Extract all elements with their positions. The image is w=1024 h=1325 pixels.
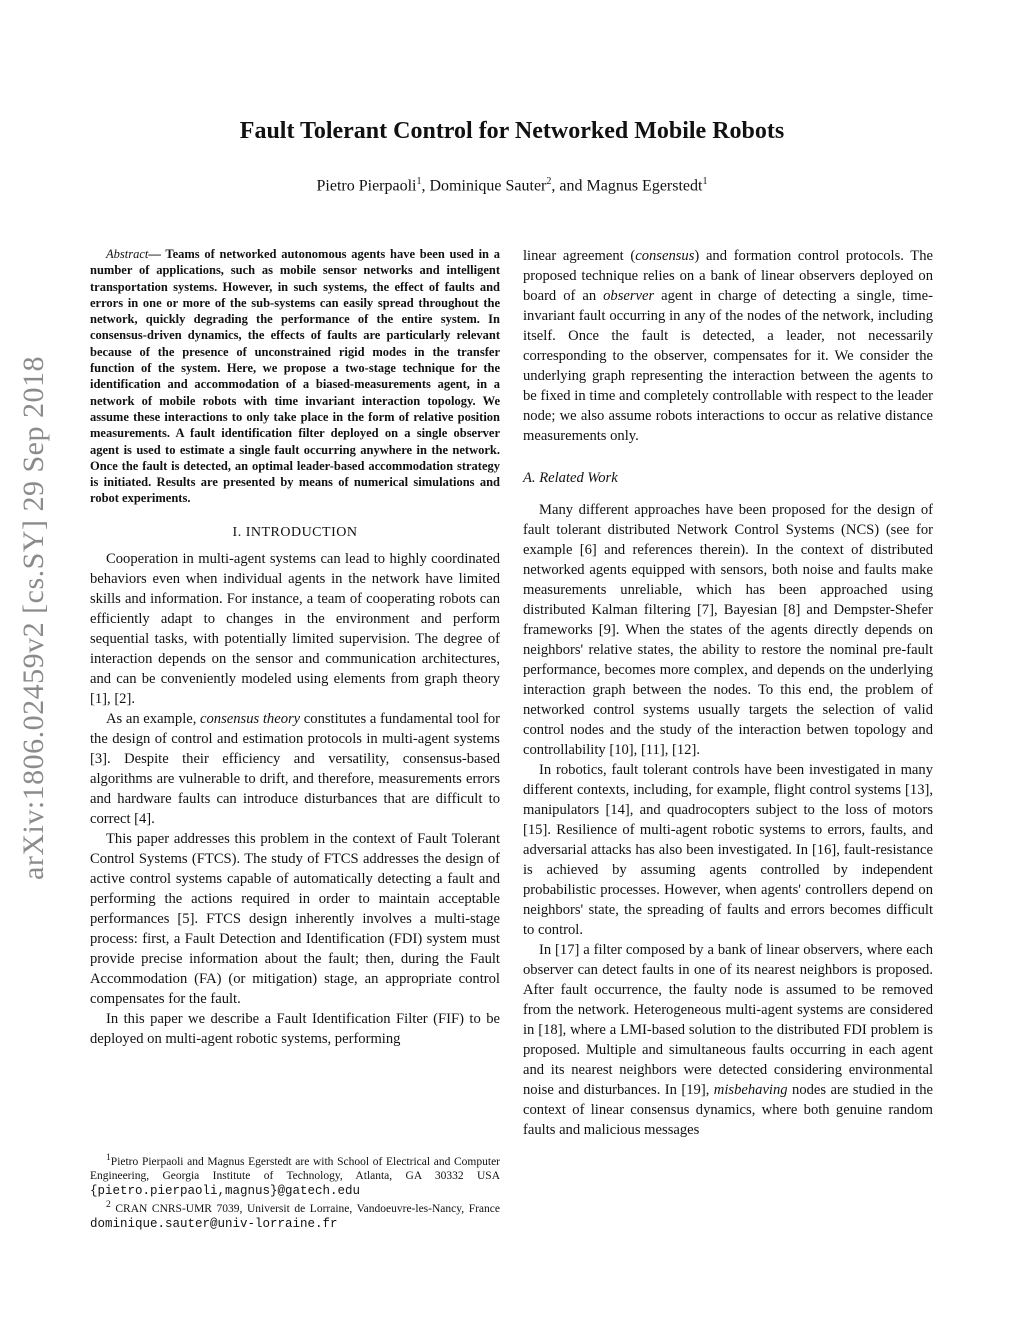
footnote-mark: 1 bbox=[106, 1152, 111, 1163]
section-heading-introduction: I. INTRODUCTION bbox=[232, 524, 358, 540]
text-run: As an example, bbox=[106, 710, 201, 727]
paragraph: This paper addresses this problem in the context of Fault Tolerant Control Systems (FTCS). The study of FTCS addresses the design of active control systems capable of automatically detecting a fault and performing the actions required in order to maintain acceptable performances [5]. FTCS design inherently involves a multi-stage process: first, a Fault Detection and Identification (FDI) system must provide precise information about the fault; then, during the Fault Accommodation (FA) (or mitigation) stage, an appropriate control compensates for the fault. bbox=[90, 830, 500, 1007]
author-separator: , bbox=[421, 177, 430, 195]
author-list bbox=[0, 176, 1024, 195]
author-separator: , and bbox=[551, 177, 587, 195]
author-affiliation-mark: 1 bbox=[416, 176, 422, 187]
footnotes bbox=[90, 1151, 500, 1231]
author-name: Dominique Sauter bbox=[429, 177, 547, 195]
footnote-mark: 2 bbox=[106, 1199, 111, 1211]
emphasized-term: consensus bbox=[635, 248, 695, 264]
paragraph: In this paper we describe a Fault Identification Filter (FIF) to be deployed on multi-agent robotic systems, performing bbox=[90, 1010, 500, 1047]
subsection-heading-related-work: A. Related Work bbox=[523, 470, 618, 486]
emphasized-term: consensus theory bbox=[200, 710, 301, 727]
email-link[interactable]: dominique.sauter@univ-lorraine.fr bbox=[90, 1216, 338, 1231]
emphasized-term: misbehaving bbox=[713, 1082, 788, 1098]
text-run: linear agreement ( bbox=[523, 248, 636, 264]
author-affiliation-mark: 1 bbox=[702, 176, 708, 187]
footnote-text: Pietro Pierpaoli and Magnus Egerstedt are with School of Electrical and Computer Engineering, Georgia Institute of Technology, Atlanta, GA 30332 USA bbox=[90, 1155, 500, 1183]
arxiv-sidebar bbox=[14, 318, 54, 918]
text-run: ) and formation control protocols. The proposed technique relies on a bank of linear observers deployed on board of an bbox=[523, 248, 933, 304]
right-column bbox=[523, 246, 933, 1140]
footnote bbox=[90, 1151, 500, 1198]
author-name: Magnus Egerstedt bbox=[586, 177, 703, 195]
paragraph: Cooperation in multi-agent systems can lead to highly coordinated behaviors even when individual agents in the network have limited skills and information. For instance, a team of cooperating robots can efficiently adapt to changes in the environment and perform sequential tasks, with potentially limited supervision. The degree of interaction depends on the sensor and communication architectures, and can be conveniently modeled using elements from graph theory [1], [2]. bbox=[90, 550, 500, 707]
text-run: constitutes a fundamental tool for the design of control and estimation protocols in multi-agent systems [3]. Despite their efficiency and versatility, consensus-based algorithms are vulnerable to drift, and therefore, measurements errors and hardware faults can introduce disturbances that are difficult to correct [4]. bbox=[90, 710, 500, 827]
paragraph: Many different approaches have been proposed for the design of fault tolerant distributed Network Control Systems (NCS) (see for example [6] and references therein). In the context of distributed networked agents equipped with sensors, both noise and faults make measurements unreliable, which has been approached using distributed Kalman filtering [7], Bayesian [8] and Dempster-Shefer frameworks [9]. When the states of the agents directly depends on neighbors' relative states, the ability to restore the nominal pre-fault performance, becomes more complex, and depends on the underlying interaction graph between the nodes. To this end, the problem of networked control systems usually targets the selection of valid control nodes and the study of the interaction betwen topology and controllability [10], [11], [12]. bbox=[523, 502, 933, 758]
emphasized-term: observer bbox=[603, 288, 655, 304]
author-name: Pietro Pierpaoli bbox=[316, 177, 417, 195]
abstract-text: Teams of networked autonomous agents have been used in a number of applications, such as mobile sensor networks and intelligent transportation systems. However, in such systems, the effect of faults and errors in one or more of the sub-systems can easily spread throughout the network, quickly degrading the performance of the entire system. In consensus-driven dynamics, the effects of faults are particularly relevant because of the presence of unconstrained rigid modes in the transfer function of the system. Here, we propose a two-stage technique for the identification and accommodation of a biased-measurements agent, in a network of mobile robots with time invariant interaction topology. We assume these interactions to only take place in the form of relative position measurements. A fault identification filter deployed on a single observer agent is used to estimate a single fault occurring anywhere in the network. Once the fault is detected, an optimal leader-based accommodation strategy is initiated. Results are presented by means of numerical simulations and robot experiments. bbox=[90, 247, 501, 506]
paragraph: In robotics, fault tolerant controls have been investigated in many different contexts, including, for example, flight control systems [13], manipulators [14], and quadrocopters subject to the loss of motors [15]. Resilience of multi-agent robotic systems to errors, faults, and adversarial attacks has also been investigated. In [16], fault-resistance is achieved by assuming agents controlled by independent probabilistic processes. However, when agents' controllers depend on neighbors' state, the spreading of faults and errors becomes difficult to control. bbox=[523, 762, 933, 938]
email-link[interactable]: {pietro.pierpaoli,magnus}@gatech.edu bbox=[90, 1183, 361, 1198]
left-column bbox=[90, 246, 500, 1049]
paper-title: Fault Tolerant Control for Networked Mobile Robots bbox=[239, 118, 785, 144]
paragraph bbox=[90, 709, 500, 829]
abstract-dash: — bbox=[148, 247, 166, 261]
author-affiliation-mark: 2 bbox=[546, 176, 552, 187]
paragraph bbox=[523, 940, 933, 1140]
arxiv-identifier: arXiv:1806.02459v2 [cs.SY] 29 Sep 2018 bbox=[17, 356, 50, 880]
abstract-label: Abstract bbox=[106, 247, 149, 261]
text-run: In [17] a filter composed by a bank of linear observers, where each observer can detect faults in one of its nearest neighbors is proposed. After fault occurrence, the faulty node is assumed to be removed from the network. Heterogeneous multi-agent systems are considered in [18], where a LMI-based solution to the distributed FDI problem is proposed. Multiple and simultaneous faults occurring in each agent and its nearest neighbors were detected considering environmental noise and disturbances. In [19], bbox=[523, 942, 933, 1098]
footnote-text: CRAN CNRS-UMR 7039, Universit de Lorraine, Vandoeuvre-les-Nancy, France bbox=[110, 1203, 500, 1216]
text-run: nodes are studied in the context of linear consensus dynamics, where both genuine random faults and malicious messages bbox=[523, 1082, 933, 1138]
footnote bbox=[90, 1198, 500, 1231]
abstract bbox=[90, 246, 500, 507]
text-run: agent in charge of detecting a single, time-invariant fault occurring in any of the nodes of the network, including itself. Once the fault is detected, a leader, not necessarily corresponding to the observer, compensates for it. We consider the underlying graph representing the interaction between the agents to be fixed in time and completely controllable with respect to the leader node; we also assume robots interactions to occur as relative distance measurements only. bbox=[523, 288, 933, 444]
paragraph bbox=[523, 246, 933, 446]
